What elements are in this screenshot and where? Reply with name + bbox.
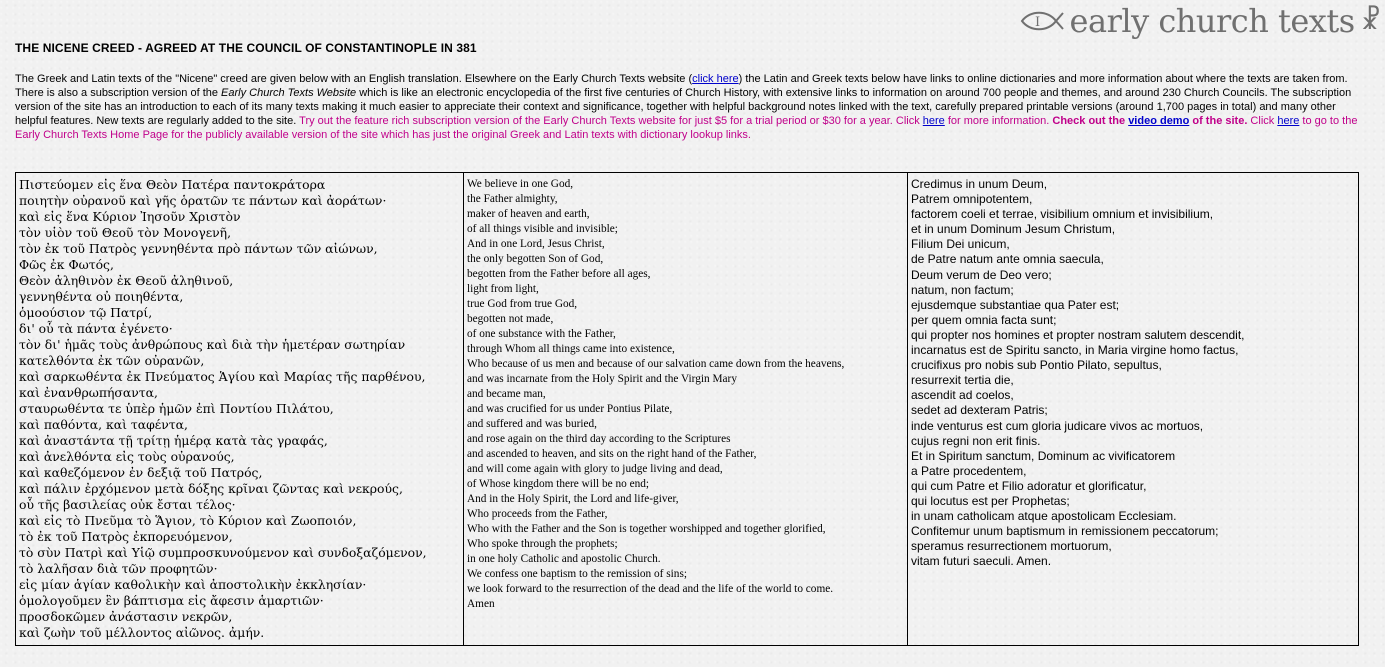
greek-line: εἰς μίαν ἁγίαν καθολικὴν καὶ ἀποστολικὴν ἐκκλησίαν· (19, 577, 367, 592)
english-column (464, 173, 908, 646)
english-line: Who proceeds from the Father, (467, 508, 608, 520)
latin-line: incarnatus est de Spiritu sancto, in Maria virgine homo factus, (911, 343, 1239, 358)
greek-line: γεννηθέντα οὐ ποιηθέντα, (19, 289, 184, 304)
greek-line: Θεὸν ἀληθινὸν ἐκ Θεοῦ ἀληθινοῦ, (19, 273, 234, 288)
english-line: We believe in one God, (467, 178, 574, 190)
intro-text-2: ) the Latin and Greek texts below have links to online dictionaries and more information about where the texts are taken from. There is also a subscription version of the (15, 73, 1348, 99)
latin-line: Credimus in unum Deum, (911, 177, 1048, 191)
promo-text-4: to go to the Early Church Texts Home Page for the publicly available version of the site which has just the original Greek and Latin texts with dictionary lookup links. (15, 115, 1358, 141)
latin-line: et in unum Dominum Jesum Christum, (911, 222, 1116, 237)
english-line: of Whose kingdom there will be no end; (467, 478, 650, 490)
latin-line: qui locutus est per Prophetas; (911, 493, 1070, 508)
english-line: and was incarnate from the Holy Spirit and the Virgin Mary (467, 373, 737, 385)
english-line: light from light, (467, 283, 539, 295)
here-link-subscription[interactable]: here (922, 115, 945, 127)
promo-bold-1: Check out the (1052, 115, 1129, 127)
greek-line: τὸ σὺν Πατρὶ καὶ Υἱῷ συμπροσκυνούμενον καὶ συνδοξαζόμενον, (19, 545, 427, 560)
latin-line: qui propter nos homines et propter nostram salutem descendit, (911, 327, 1245, 342)
page-title: THE NICENE CREED - AGREED AT THE COUNCIL OF CONSTANTINOPLE IN 381 (15, 41, 477, 55)
promo-text-2: for more information. (944, 115, 1053, 127)
promo-bold-2: of the site. (1189, 115, 1248, 127)
latin-line: natum, non factum; (911, 282, 1014, 297)
latin-line: de Patre natum ante omnia saecula, (911, 252, 1104, 267)
svg-text:Ι: Ι (1034, 15, 1040, 30)
intro-paragraph (15, 72, 1365, 142)
creed-table (15, 172, 1359, 646)
latin-line: qui cum Patre et Filio adoratur et glorificatur, (911, 478, 1147, 493)
latin-line: vitam futuri saeculi. Amen. (911, 554, 1052, 569)
english-line: begotten not made, (467, 313, 554, 325)
english-line: maker of heaven and earth, (467, 208, 590, 220)
greek-line: καὶ ἀνελθόντα εἰς τοὺς οὐρανούς, (19, 449, 235, 464)
latin-line: resurrexit tertia die, (911, 373, 1014, 388)
english-line: Who because of us men and because of our salvation came down from the heavens, (467, 358, 845, 370)
greek-column (16, 173, 464, 646)
english-line: we look forward to the resurrection of the dead and the life of the world to come. (467, 583, 834, 595)
greek-line: ὁμοούσιον τῷ Πατρί, (19, 305, 153, 320)
video-demo-link[interactable]: video demo (1128, 115, 1190, 127)
english-line: and suffered and was buried, (467, 418, 597, 430)
logo-text: early church texts (1069, 2, 1355, 40)
greek-line: τὸν υἱὸν τοῦ Θεοῦ τὸν Μονογενῆ, (19, 225, 232, 240)
greek-line: σταυρωθέντα τε ὑπὲρ ἡμῶν ἐπὶ Ποντίου Πιλάτου, (19, 401, 334, 416)
greek-line: τὸν ἐκ τοῦ Πατρὸς γεννηθέντα πρὸ πάντων τῶν αἰώνων, (19, 241, 378, 256)
click-here-link-texts[interactable]: click here (692, 73, 739, 85)
greek-line: καὶ παθόντα, καὶ ταφέντα, (19, 417, 188, 432)
intro-italic: Early Church Texts Website (221, 87, 357, 99)
intro-text-3: which is like an electronic encyclopedia of the first five centuries of Church History, with extensive links to information on around 700 people and themes, and around 230 Church Councils. The subscription version of the site has an introduction to each of its many texts making it much easier to appreciate their context and significance, together with helpful background notes linked with the text, carefully prepared printable versions (around 1,700 pages in total) and many other helpful features. New texts are regularly added to the site. (15, 87, 1352, 127)
english-line: and was crucified for us under Pontius Pilate, (467, 403, 673, 415)
latin-line: inde venturus est cum gloria judicare vivos ac mortuos, (911, 418, 1204, 433)
greek-line: καὶ καθεζόμενον ἐν δεξιᾷ τοῦ Πατρός, (19, 465, 263, 480)
latin-column (908, 173, 1359, 646)
greek-line: καὶ ζωὴν τοῦ μέλλοντος αἰῶνος. ἀμήν. (19, 625, 265, 640)
promo-text-3: Click (1247, 115, 1278, 127)
latin-line: cujus regni non erit finis. (911, 433, 1041, 448)
english-line: We confess one baptism to the remission of sins; (467, 568, 687, 580)
greek-line: καὶ εἰς τὸ Πνεῦμα τὸ Ἅγιον, τὸ Κύριον καὶ Ζωοποιόν, (19, 513, 357, 528)
latin-line: speramus resurrectionem mortuorum, (911, 539, 1112, 554)
latin-line: Filium Dei unicum, (911, 237, 1010, 252)
latin-line: Patrem omnipotentem, (911, 192, 1033, 207)
greek-line: τὸ λαλῆσαν διὰ τῶν προφητῶν· (19, 561, 218, 576)
site-logo[interactable] (1020, 2, 1381, 40)
english-line: Who with the Father and the Son is together worshipped and together glorified, (467, 523, 826, 535)
english-line: And in one Lord, Jesus Christ, (467, 238, 605, 250)
latin-line: ejusdemque substantiae qua Pater est; (911, 297, 1120, 312)
english-line: of all things visible and invisible; (467, 223, 618, 235)
greek-line: προσδοκῶμεν ἀνάστασιν νεκρῶν, (19, 609, 233, 624)
greek-line: ποιητὴν οὐρανοῦ καὶ γῆς ὁρατῶν τε πάντων καὶ ἀοράτων· (19, 193, 387, 208)
english-line: the only begotten Son of God, (467, 253, 604, 265)
english-line: and rose again on the third day according to the Scriptures (467, 433, 731, 445)
intro-text-1: The Greek and Latin texts of the "Nicene" creed are given below with an English translation. Elsewhere on the Early Church Texts website ( (15, 73, 693, 85)
greek-line: καὶ σαρκωθέντα ἐκ Πνεύματος Ἁγίου καὶ Μαρίας τῆς παρθένου, (19, 369, 426, 384)
greek-line: καὶ ἐνανθρωπήσαντα, (19, 385, 158, 400)
greek-line: τὸ ἐκ τοῦ Πατρὸς ἐκπορευόμενον, (19, 529, 233, 544)
latin-line: crucifixus pro nobis sub Pontio Pilato, sepultus, (911, 358, 1162, 373)
latin-line: per quem omnia facta sunt; (911, 312, 1057, 327)
english-line: and became man, (467, 388, 546, 400)
english-line: and will come again with glory to judge living and dead, (467, 463, 723, 475)
greek-line: κατελθόντα ἐκ τῶν οὐρανῶν, (19, 353, 205, 368)
english-line: through Whom all things came into existence, (467, 343, 675, 355)
greek-line: οὗ τῆς βασιλείας οὐκ ἔσται τέλος· (19, 497, 236, 512)
greek-line: καὶ πάλιν ἐρχόμενον μετὰ δόξης κρῖναι ζῶντας καὶ νεκρούς, (19, 481, 403, 496)
chirho-icon: ☧ (1360, 6, 1381, 36)
latin-line: Confitemur unum baptismum in remissionem peccatorum; (911, 524, 1219, 539)
english-line: And in the Holy Spirit, the Lord and life-giver, (467, 493, 679, 505)
latin-line: factorem coeli et terrae, visibilium omnium et invisibilium, (911, 207, 1214, 222)
english-line: the Father almighty, (467, 193, 558, 205)
latin-line: in unam catholicam atque apostolicam Ecclesiam. (911, 509, 1177, 524)
greek-line: Πιστεύομεν εἰς ἕνα Θεὸν Πατέρα παντοκράτορα (19, 177, 326, 192)
english-line: true God from true God, (467, 298, 578, 310)
greek-line: τὸν δι' ἡμᾶς τοὺς ἀνθρώπους καὶ διὰ τὴν ἡμετέραν σωτηρίαν (19, 337, 406, 352)
english-line: in one holy Catholic and apostolic Church. (467, 553, 661, 565)
english-line: and ascended to heaven, and sits on the right hand of the Father, (467, 448, 757, 460)
latin-line: ascendit ad coelos, (911, 388, 1014, 403)
greek-line: καὶ ἀναστάντα τῇ τρίτῃ ἡμέρᾳ κατὰ τὰς γραφάς, (19, 433, 328, 448)
english-line: of one substance with the Father, (467, 328, 616, 340)
english-line: begotten from the Father before all ages, (467, 268, 651, 280)
latin-line: Et in Spiritum sanctum, Dominum ac vivificatorem (911, 448, 1176, 463)
here-link-home[interactable]: here (1277, 115, 1300, 127)
latin-line: a Patre procedentem, (911, 463, 1027, 478)
latin-line: Deum verum de Deo vero; (911, 267, 1052, 282)
greek-line: δι' οὗ τὰ πάντα ἐγένετο· (19, 321, 173, 336)
english-line: Who spoke through the prophets; (467, 538, 618, 550)
greek-line: καὶ εἰς ἕνα Κύριον Ἰησοῦν Χριστὸν (19, 209, 241, 224)
promo-text-1: Try out the feature rich subscription version of the Early Church Texts website for just $5 for a trial period or $30 for a year. Click (299, 115, 923, 127)
greek-line: Φῶς ἐκ Φωτός, (19, 257, 114, 272)
fish-icon (1020, 8, 1064, 34)
latin-line: sedet ad dexteram Patris; (911, 403, 1048, 418)
greek-line: ὁμολογοῦμεν ἓν βάπτισμα εἰς ἄφεσιν ἁμαρτιῶν· (19, 593, 324, 608)
english-line: Amen (467, 598, 495, 610)
